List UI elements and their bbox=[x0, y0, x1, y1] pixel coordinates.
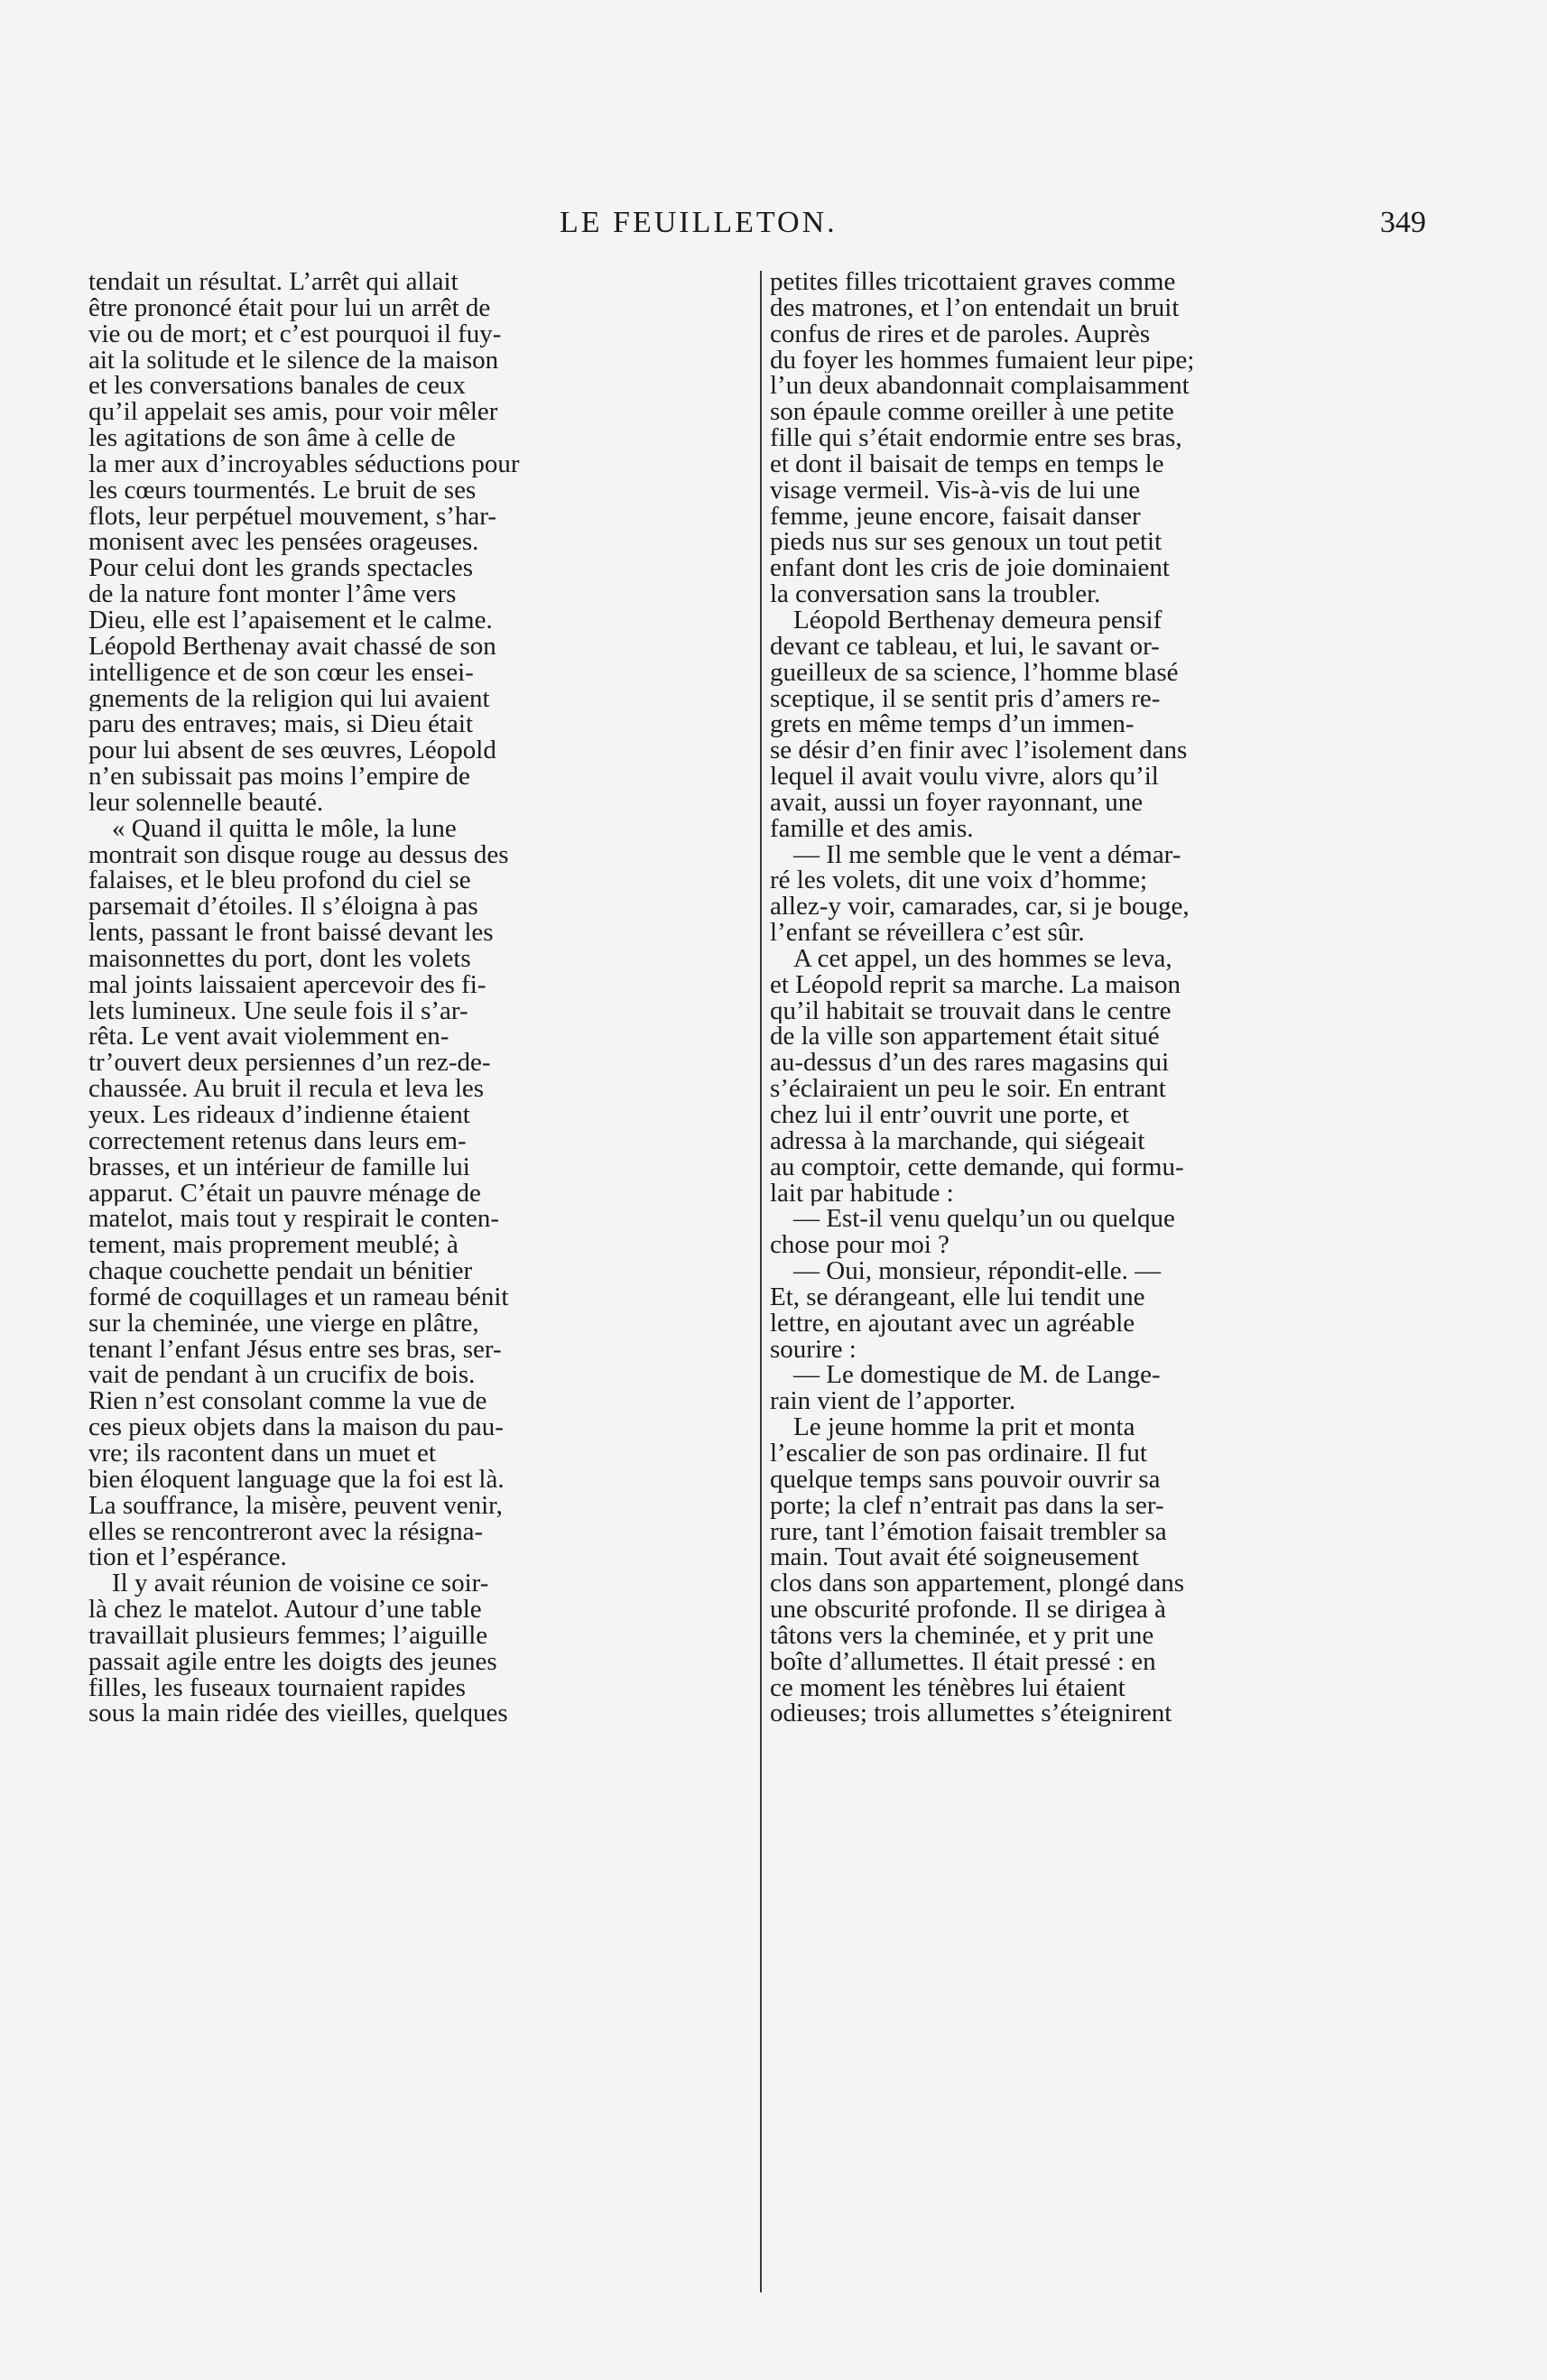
text-line: de la nature font monter l’âme vers bbox=[88, 581, 457, 607]
text-line: là chez le matelot. Autour d’une table bbox=[88, 1597, 482, 1623]
text-line: flots, leur perpétuel mouvement, s’har- bbox=[88, 503, 496, 530]
text-line: yeux. Les rideaux d’indienne étaient bbox=[88, 1102, 470, 1128]
text-line: du foyer les hommes fumaient leur pipe; bbox=[770, 347, 1195, 374]
text-line: s’éclairaient un peu le soir. En entrant bbox=[770, 1076, 1166, 1102]
page-number: 349 bbox=[1380, 206, 1426, 239]
text-line: lettre, en ajoutant avec un agréable bbox=[770, 1310, 1135, 1337]
text-line: tion et l’espérance. bbox=[88, 1544, 287, 1571]
text-line: allez-y voir, camarades, car, si je bouge, bbox=[770, 894, 1190, 921]
text-line: tement, mais proprement meublé; à bbox=[88, 1232, 459, 1259]
text-line: formé de coquillages et un rameau bénit bbox=[88, 1283, 509, 1310]
text-line: — Il me semble que le vent a démar- bbox=[793, 841, 1181, 868]
text-line: famille et des amis. bbox=[770, 815, 974, 842]
text-line: chaque couchette pendait un bénitier bbox=[88, 1258, 473, 1284]
text-line: monisent avec les pensées orageuses. bbox=[88, 529, 479, 556]
text-line: être prononcé était pour lui un arrêt de bbox=[88, 294, 491, 321]
text-line: sur la cheminée, une vierge en plâtre, bbox=[88, 1310, 479, 1337]
text-line: lents, passant le front baissé devant les bbox=[88, 920, 494, 946]
text-line: tendait un résultat. L’arrêt qui allait bbox=[88, 269, 459, 295]
column-divider bbox=[760, 271, 762, 2292]
text-line: tenant l’enfant Jésus entre ses bras, ser- bbox=[88, 1336, 502, 1363]
running-title: LE FEUILLETON. bbox=[560, 206, 838, 239]
text-line: qu’il appelait ses amis, pour voir mêler bbox=[88, 399, 498, 426]
text-line: — Est-il venu quelqu’un ou quelque bbox=[793, 1206, 1175, 1233]
text-line: l’enfant se réveillera c’est sûr. bbox=[770, 920, 1085, 946]
text-line: apparut. C’était un pauvre ménage de bbox=[88, 1180, 481, 1207]
text-line: chez lui il entr’ouvrit une porte, et bbox=[770, 1102, 1130, 1128]
text-line: Léopold Berthenay demeura pensif bbox=[793, 607, 1163, 634]
text-line: travaillait plusieurs femmes; l’aiguille bbox=[88, 1622, 488, 1649]
text-line: vie ou de mort; et c’est pourquoi il fuy- bbox=[88, 320, 502, 347]
text-line: n’en subissait pas moins l’empire de bbox=[88, 764, 470, 790]
text-line: gueilleux de sa science, l’homme blasé bbox=[770, 659, 1179, 686]
text-line: leur solennelle beauté. bbox=[88, 789, 324, 816]
text-line: fille qui s’était endormie entre ses bras, bbox=[770, 425, 1182, 451]
text-line: pieds nus sur ses genoux un tout petit bbox=[770, 529, 1163, 556]
text-line: la conversation sans la troubler. bbox=[770, 581, 1101, 607]
text-line: filles, les fuseaux tournaient rapides bbox=[88, 1674, 466, 1701]
text-line: La souffrance, la misère, peuvent venir, bbox=[88, 1492, 503, 1519]
text-line: gnements de la religion qui lui avaient bbox=[88, 685, 490, 712]
text-line: intelligence et de son cœur les ensei- bbox=[88, 659, 474, 686]
text-line: de la ville son appartement était situé bbox=[770, 1023, 1160, 1051]
text-line: mal joints laissaient apercevoir des fi- bbox=[88, 971, 486, 998]
text-line: son épaule comme oreiller à une petite bbox=[770, 399, 1174, 426]
page-header bbox=[90, 206, 1426, 260]
text-line: qu’il habitait se trouvait dans le centre bbox=[770, 997, 1172, 1024]
text-line: maisonnettes du port, dont les volets bbox=[88, 945, 471, 972]
text-line: pour lui absent de ses œuvres, Léopold bbox=[88, 737, 496, 764]
text-line: Dieu, elle est l’apaisement et le calme. bbox=[88, 607, 493, 634]
text-line: chaussée. Au bruit il recula et leva les bbox=[88, 1076, 485, 1102]
text-line: lequel il avait voulu vivre, alors qu’il bbox=[770, 764, 1159, 790]
text-line: Il y avait réunion de voisine ce soir- bbox=[112, 1570, 489, 1597]
text-line: lets lumineux. Une seule fois il s’ar- bbox=[88, 997, 468, 1024]
text-line: rain vient de l’apporter. bbox=[770, 1388, 1016, 1415]
text-line: Le jeune homme la prit et monta bbox=[793, 1414, 1135, 1440]
text-line: Pour celui dont les grands spectacles bbox=[88, 555, 474, 582]
text-line: boîte d’allumettes. Il était pressé : en bbox=[770, 1648, 1156, 1675]
text-line: enfant dont les cris de joie dominaient bbox=[770, 555, 1170, 582]
text-line: ce moment les ténèbres lui étaient bbox=[770, 1674, 1126, 1701]
text-line: — Oui, monsieur, répondit-elle. — bbox=[793, 1258, 1162, 1284]
text-line: passait agile entre les doigts des jeunes bbox=[88, 1648, 497, 1675]
text-line: et dont il baisait de temps en temps le bbox=[770, 450, 1164, 477]
text-line: « Quand il quitta le môle, la lune bbox=[112, 815, 457, 842]
text-line: l’escalier de son pas ordinaire. Il fut bbox=[770, 1440, 1147, 1467]
text-line: adressa à la marchande, qui siégeait bbox=[770, 1127, 1145, 1154]
text-line: tr’ouvert deux persiennes d’un rez-de- bbox=[88, 1050, 491, 1077]
text-line: Et, se dérangeant, elle lui tendit une bbox=[770, 1283, 1145, 1310]
text-line: grets en même temps d’un immen- bbox=[770, 711, 1135, 738]
text-line: femme, jeune encore, faisait danser bbox=[770, 503, 1141, 530]
text-line: elles se rencontreront avec la résigna- bbox=[88, 1518, 484, 1545]
text-line: et Léopold reprit sa marche. La maison bbox=[770, 971, 1181, 998]
text-line: avait, aussi un foyer rayonnant, une bbox=[770, 789, 1144, 816]
text-line: paru des entraves; mais, si Dieu était bbox=[88, 711, 474, 738]
text-line: montrait son disque rouge au dessus des bbox=[88, 841, 509, 868]
text-line: bien éloquent language que la foi est là. bbox=[88, 1466, 505, 1493]
text-line: ces pieux objets dans la maison du pau- bbox=[88, 1414, 504, 1440]
text-line: sous la main ridée des vieilles, quelques bbox=[88, 1700, 508, 1727]
text-line: brasses, et un intérieur de famille lui bbox=[88, 1153, 470, 1181]
text-line: au comptoir, cette demande, qui formu- bbox=[770, 1153, 1184, 1181]
text-line: correctement retenus dans leurs em- bbox=[88, 1127, 467, 1154]
text-line: les agitations de son âme à celle de bbox=[88, 425, 456, 451]
text-line: au-dessus d’un des rares magasins qui bbox=[770, 1050, 1170, 1077]
text-line: matelot, mais tout y respirait le conten- bbox=[88, 1206, 500, 1233]
left-text-column bbox=[88, 269, 746, 1727]
text-line: vait de pendant à un crucifix de bois. bbox=[88, 1362, 476, 1389]
text-line: la mer aux d’incroyables séductions pour bbox=[88, 450, 520, 477]
text-line: ait la solitude et le silence de la maison bbox=[88, 347, 499, 374]
text-line: confus de rires et de paroles. Auprès bbox=[770, 320, 1151, 347]
text-line: vre; ils racontent dans un muet et bbox=[88, 1440, 436, 1467]
text-line: odieuses; trois allumettes s’éteignirent bbox=[770, 1700, 1172, 1727]
text-line: tâtons vers la cheminée, et y prit une bbox=[770, 1622, 1154, 1649]
text-line: quelque temps sans pouvoir ouvrir sa bbox=[770, 1466, 1161, 1493]
text-line: A cet appel, un des hommes se leva, bbox=[793, 945, 1172, 972]
text-line: sourire : bbox=[770, 1336, 857, 1363]
text-line: porte; la clef n’entrait pas dans la ser- bbox=[770, 1492, 1164, 1519]
text-line: parsemait d’étoiles. Il s’éloigna à pas bbox=[88, 894, 478, 921]
text-line: se désir d’en finir avec l’isolement dans bbox=[770, 737, 1188, 764]
text-line: Rien n’est consolant comme la vue de bbox=[88, 1388, 487, 1415]
text-line: petites filles tricottaient graves comme bbox=[770, 269, 1176, 295]
text-line: Léopold Berthenay avait chassé de son bbox=[88, 633, 496, 660]
text-line: rêta. Le vent avait violemment en- bbox=[88, 1023, 449, 1051]
text-line: rure, tant l’émotion faisait trembler sa bbox=[770, 1518, 1167, 1545]
text-line: — Le domestique de M. de Lange- bbox=[793, 1362, 1161, 1389]
text-line: et les conversations banales de ceux bbox=[88, 373, 466, 400]
text-line: sceptique, il se sentit pris d’amers re- bbox=[770, 685, 1161, 712]
text-line: lait par habitude : bbox=[770, 1180, 954, 1207]
text-line: clos dans son appartement, plongé dans bbox=[770, 1570, 1185, 1597]
text-line: chose pour moi ? bbox=[770, 1232, 950, 1259]
text-line: des matrones, et l’on entendait un bruit bbox=[770, 294, 1180, 321]
text-line: l’un deux abandonnait complaisamment bbox=[770, 373, 1190, 400]
text-line: falaises, et le bleu profond du ciel se bbox=[88, 867, 471, 894]
right-text-column bbox=[770, 269, 1427, 1727]
text-line: une obscurité profonde. Il se dirigea à bbox=[770, 1597, 1166, 1623]
text-line: main. Tout avait été soigneusement bbox=[770, 1544, 1139, 1571]
text-line: devant ce tableau, et lui, le savant or- bbox=[770, 633, 1160, 660]
text-line: ré les volets, dit une voix d’homme; bbox=[770, 867, 1148, 894]
text-line: les cœurs tourmentés. Le bruit de ses bbox=[88, 477, 477, 504]
text-line: visage vermeil. Vis-à-vis de lui une bbox=[770, 477, 1141, 504]
